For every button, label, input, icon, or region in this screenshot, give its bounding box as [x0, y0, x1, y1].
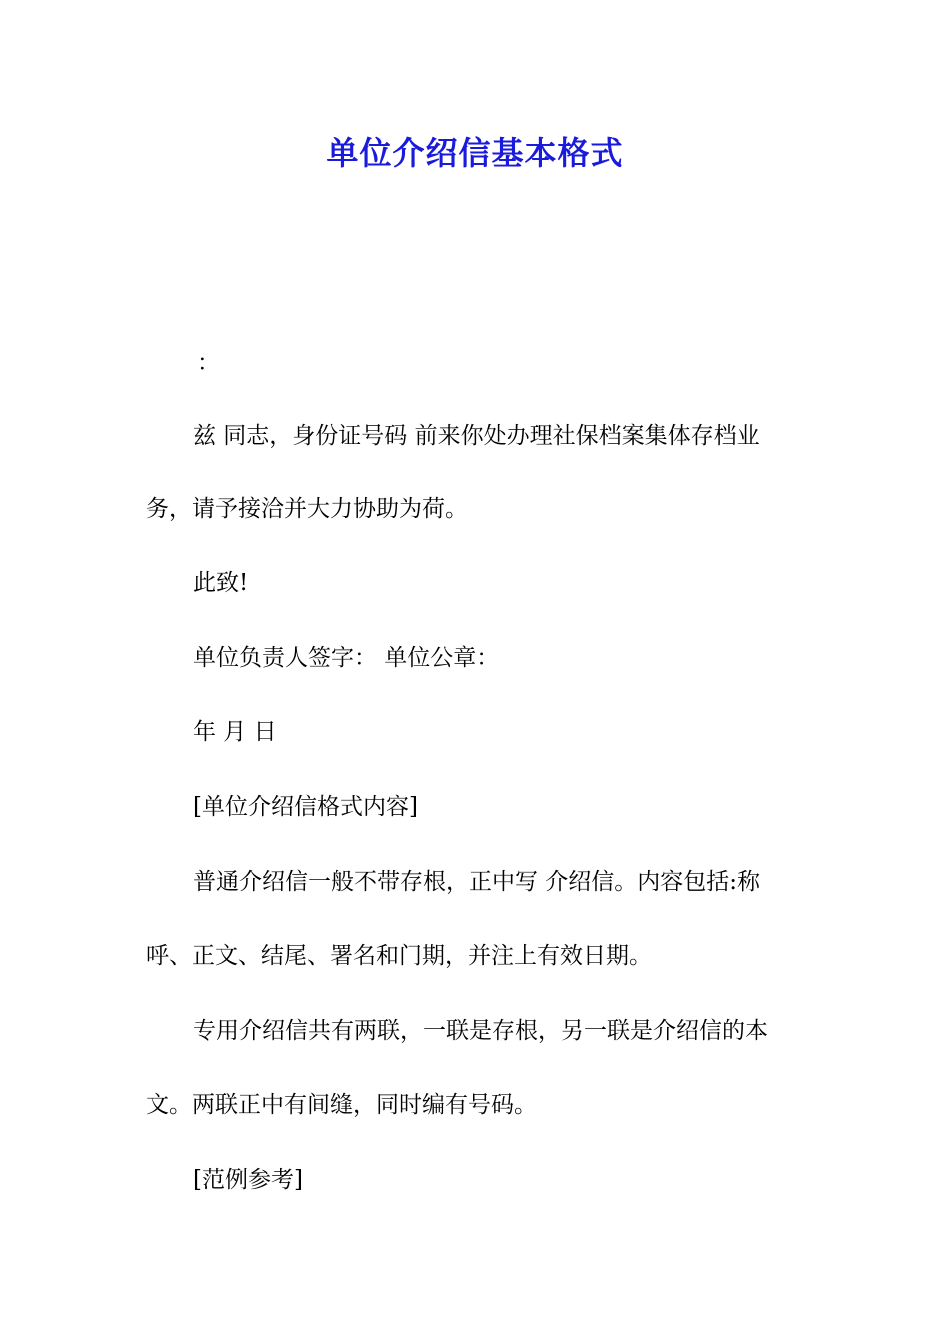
paragraph-line: 务，请予接洽并大力协助为荷。	[146, 496, 468, 522]
signature-line: 单位负责人签字： 单位公章：	[193, 645, 500, 671]
paragraph-line: 专用介绍信共有两联，一联是存根，另一联是介绍信的本	[193, 1018, 768, 1044]
section-heading: [单位介绍信格式内容]	[193, 794, 418, 820]
paragraph-line: 普通介绍信一般不带存根，正中写 介绍信。内容包括:称	[193, 869, 761, 895]
example-heading: [范例参考]	[193, 1167, 303, 1193]
paragraph-line: 呼、正文、结尾、署名和门期，并注上有效日期。	[146, 943, 652, 969]
salutation: ：	[197, 350, 220, 376]
closing-text: 此致!	[193, 570, 249, 596]
paragraph-line: 兹 同志，身份证号码 前来你处办理社保档案集体存档业	[193, 423, 760, 449]
date-line: 年 月 日	[193, 719, 277, 745]
paragraph-line: 文。两联正中有间缝，同时编有号码。	[146, 1092, 537, 1118]
document-title: 单位介绍信基本格式	[326, 134, 624, 172]
